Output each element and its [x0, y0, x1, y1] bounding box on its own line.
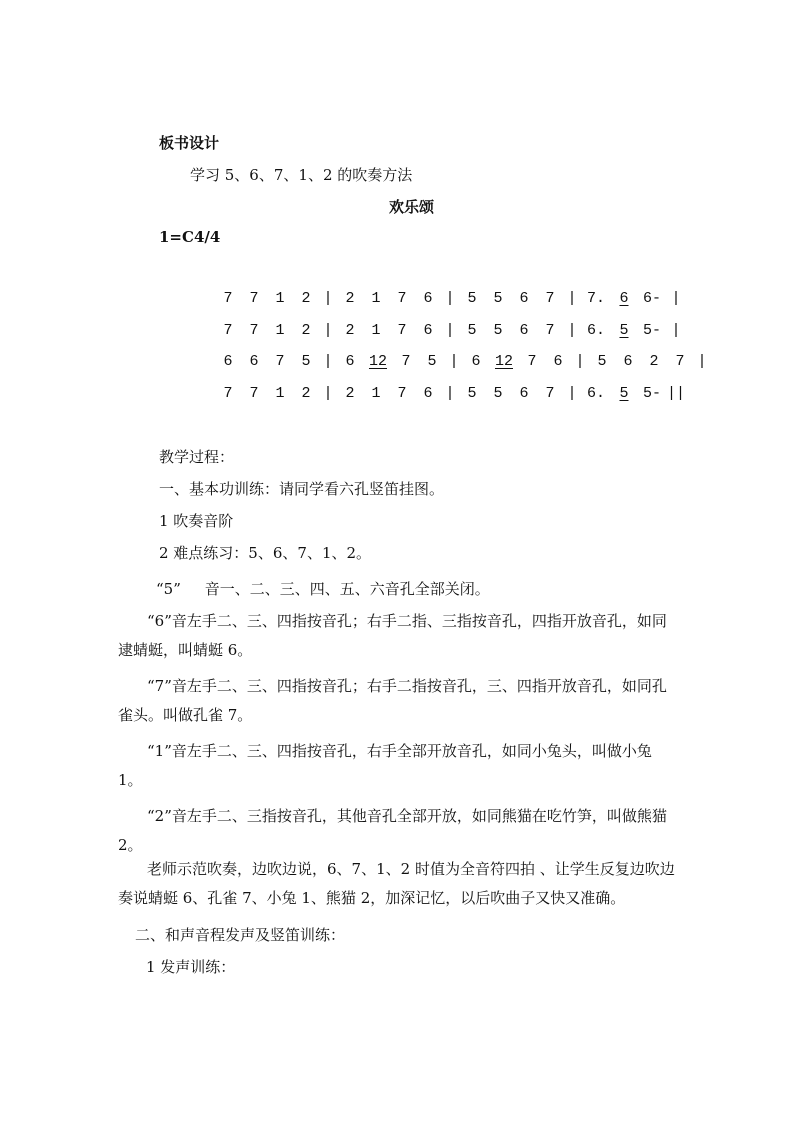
note: 7	[397, 290, 407, 307]
heading: 板书设计	[159, 134, 220, 152]
barline: |	[445, 321, 455, 339]
note: 1	[275, 290, 285, 307]
barline: |	[567, 384, 577, 402]
note: 6-	[642, 290, 661, 307]
note: 7	[545, 384, 555, 402]
note: 7	[397, 321, 407, 339]
note: 5	[493, 321, 503, 339]
note: 5	[467, 321, 477, 339]
note: 2	[345, 321, 355, 339]
note: 5	[493, 384, 503, 402]
notation-row	[215, 319, 711, 351]
barline: |	[567, 290, 577, 307]
note-6-description: “6”音左手二、三、四指按音孔；右手二指、三指按音孔，四指开放音孔，如同逮蜻蜓，叫蜻蜓 6。	[118, 612, 667, 659]
note: 2	[301, 290, 311, 307]
notation-row	[215, 287, 711, 319]
note: 7	[397, 384, 407, 402]
note: 6	[345, 353, 355, 370]
barline: |	[445, 290, 455, 307]
note: 2	[345, 290, 355, 307]
step-one: 一、基本功训练：请同学看六孔竖笛挂图。	[159, 480, 445, 498]
note: 6.	[586, 321, 605, 339]
barline: |	[671, 321, 681, 339]
note: 5	[301, 353, 311, 370]
note: 1	[275, 384, 285, 402]
note: 5	[597, 353, 607, 370]
note: 1	[371, 321, 381, 339]
notation-row	[215, 350, 711, 382]
note: 5-	[642, 321, 661, 339]
note: 1	[371, 384, 381, 402]
demo-description: 老师示范吹奏，边吹边说，6、7、1、2 时值为全音符四拍 、让学生反复边吹边奏说蜻蜓 6、孔雀 7、小兔 1、熊猫 2，加深记忆，以后吹曲子又快又准确。	[118, 860, 675, 907]
note: 7	[249, 290, 259, 307]
subheading: 学习 5、6、7、1、2 的吹奏方法	[190, 166, 413, 184]
teaching-process-label: 教学过程：	[159, 448, 235, 466]
barline: ||	[667, 384, 686, 402]
barline: |	[323, 321, 333, 339]
note: 12	[494, 353, 513, 370]
note-2-description: “2”音左手二、三指按音孔，其他音孔全部开放，如同熊猫在吃竹笋，叫做熊猫 2。	[118, 807, 667, 854]
barline: |	[445, 384, 455, 402]
barline: |	[323, 384, 333, 402]
step-two-item-1: 1 发声训练：	[146, 958, 236, 976]
note: 6	[519, 384, 529, 402]
note: 7	[223, 384, 233, 402]
note: 6	[423, 290, 433, 307]
note: 2	[649, 353, 659, 370]
note: 5	[619, 384, 629, 402]
notation-row	[215, 382, 711, 414]
note: 7	[401, 353, 411, 370]
barline: |	[567, 321, 577, 339]
note: 5	[467, 290, 477, 307]
note: 7	[545, 321, 555, 339]
barline: |	[449, 353, 459, 370]
step-one-item-2: 2 难点练习：5、6、7、1、2。	[159, 544, 372, 562]
barline: |	[671, 290, 681, 307]
music-notation	[215, 287, 711, 413]
barline: |	[575, 353, 585, 370]
note: 2	[345, 384, 355, 402]
note: 7	[223, 290, 233, 307]
note: 2	[301, 321, 311, 339]
note: 6	[423, 384, 433, 402]
note: 6	[423, 321, 433, 339]
note: 12	[368, 353, 387, 370]
note: 6	[519, 321, 529, 339]
note: 6	[249, 353, 259, 370]
barline: |	[323, 353, 333, 370]
song-title: 欢乐颂	[389, 198, 435, 216]
step-one-item-1: 1 吹奏音阶	[159, 512, 234, 530]
note: 7.	[586, 290, 605, 307]
note-7-description: “7”音左手二、三、四指按音孔；右手二指按音孔，三、四指开放音孔，如同孔雀头。叫做孔雀 7。	[118, 677, 667, 724]
barline: |	[323, 290, 333, 307]
note: 7	[675, 353, 685, 370]
note: 6	[519, 290, 529, 307]
note: 5	[427, 353, 437, 370]
note-5-description: “5” 音一、二、三、四、五、六音孔全部关闭。	[156, 580, 490, 598]
note: 7	[545, 290, 555, 307]
note: 5	[467, 384, 477, 402]
note: 5-	[642, 384, 661, 402]
note: 1	[275, 321, 285, 339]
note-1-description: “1”音左手二、三、四指按音孔，右手全部开放音孔，如同小兔头，叫做小兔 1。	[118, 742, 652, 789]
step-two: 二、和声音程发声及竖笛训练：	[135, 926, 346, 944]
note: 7	[249, 321, 259, 339]
note: 7	[223, 321, 233, 339]
barline: |	[697, 353, 707, 370]
note: 6	[553, 353, 563, 370]
note: 5	[493, 290, 503, 307]
note: 6	[223, 353, 233, 370]
note: 6	[471, 353, 481, 370]
note: 2	[301, 384, 311, 402]
note: 6.	[586, 384, 605, 402]
note: 7	[527, 353, 537, 370]
note: 1	[371, 290, 381, 307]
note: 6	[623, 353, 633, 370]
note: 6	[619, 290, 629, 307]
key-signature: 1=C4/4	[159, 228, 221, 246]
note: 7	[275, 353, 285, 370]
note: 5	[619, 321, 629, 339]
note: 7	[249, 384, 259, 402]
